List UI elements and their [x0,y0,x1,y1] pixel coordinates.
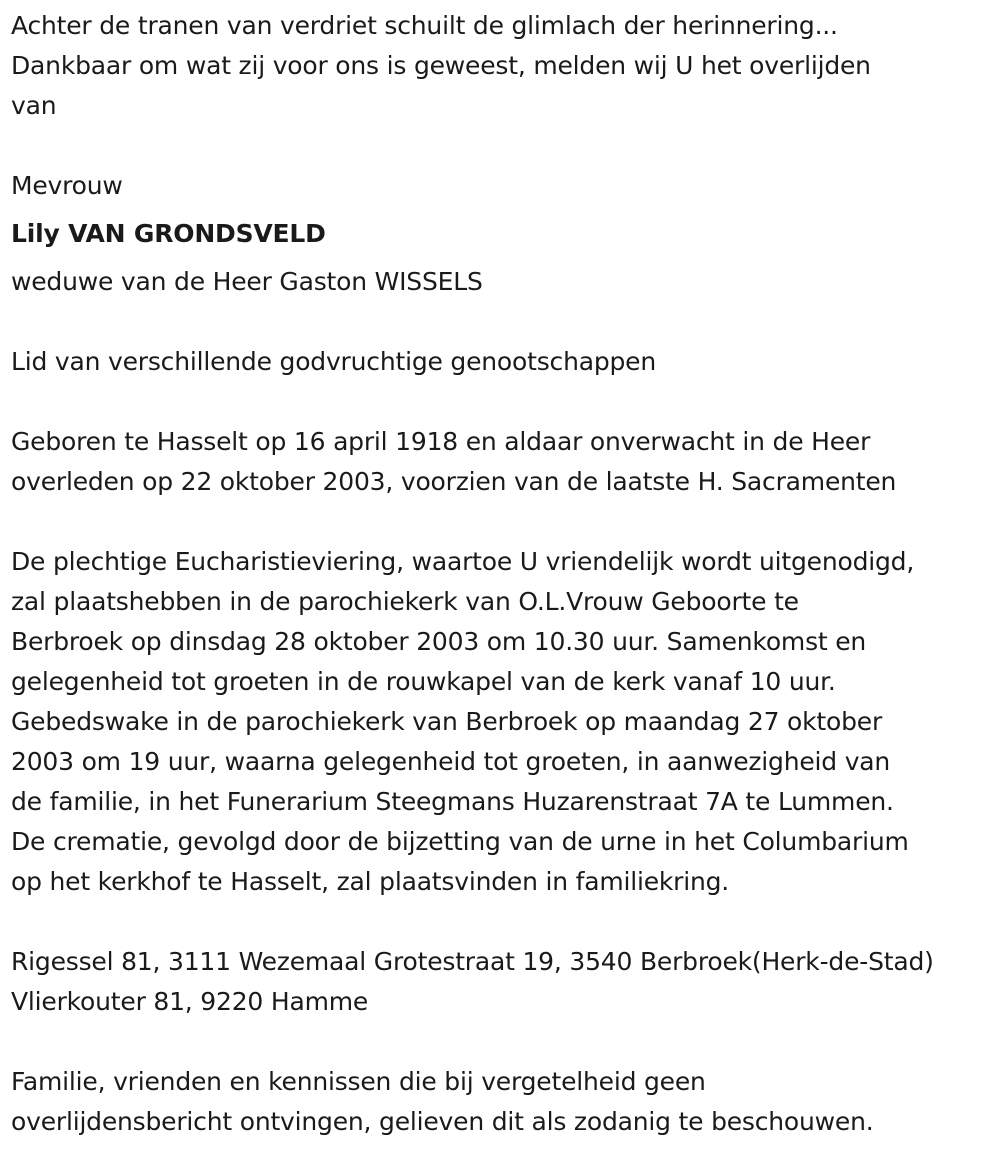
spacer [11,302,996,342]
birth-death-line: Geboren te Hasselt op 16 april 1918 en aldaar onverwacht in de Heer [11,427,871,456]
spacer [11,902,996,942]
ceremony-line: op het kerkhof te Hasselt, zal plaatsvinden in familiekring. [11,867,730,896]
spacer [11,502,996,542]
ceremony-line: zal plaatshebben in de parochiekerk van O.L.Vrouw Geboorte te [11,587,799,616]
spacer [11,382,996,422]
ceremony-line: Gebedswake in de parochiekerk van Berbroek op maandag 27 oktober [11,707,883,736]
closing-paragraph [11,1062,996,1142]
spacer [11,1022,996,1062]
salutation: Mevrouw [11,171,123,200]
intro-line: van [11,91,57,120]
closing-line: overlijdensbericht ontvingen, gelieven dit als zodanig te beschouwen. [11,1107,874,1136]
addresses-paragraph [11,942,996,1022]
membership-line: Lid van verschillende godvruchtige genootschappen [11,347,656,376]
ceremony-line: De plechtige Eucharistieviering, waartoe U vriendelijk wordt uitgenodigd, [11,547,915,576]
ceremony-line: Berbroek op dinsdag 28 oktober 2003 om 10.30 uur. Samenkomst en [11,627,867,656]
address-line: Rigessel 81, 3111 Wezemaal Grotestraat 19, 3540 Berbroek(Herk-de-Stad) [11,947,934,976]
death-notice [11,6,996,1142]
birth-death-line: overleden op 22 oktober 2003, voorzien van de laatste H. Sacramenten [11,467,897,496]
deceased-name: Lily VAN GRONDSVELD [11,219,326,248]
ceremony-line: De crematie, gevolgd door de bijzetting van de urne in het Columbarium [11,827,909,856]
ceremony-paragraph [11,542,996,902]
ceremony-line: gelegenheid tot groeten in de rouwkapel van de kerk vanaf 10 uur. [11,667,836,696]
spacer [11,126,996,166]
intro-line: Achter de tranen van verdriet schuilt de glimlach der herinnering... [11,11,838,40]
ceremony-line: 2003 om 19 uur, waarna gelegenheid tot groeten, in aanwezigheid van [11,747,891,776]
ceremony-line: de familie, in het Funerarium Steegmans Huzarenstraat 7A te Lummen. [11,787,894,816]
address-line: Vlierkouter 81, 9220 Hamme [11,987,369,1016]
intro-paragraph [11,6,996,126]
intro-line: Dankbaar om wat zij voor ons is geweest, melden wij U het overlijden [11,51,871,80]
birth-death-paragraph [11,422,996,502]
closing-line: Familie, vrienden en kennissen die bij vergetelheid geen [11,1067,706,1096]
spouse-line: weduwe van de Heer Gaston WISSELS [11,267,483,296]
